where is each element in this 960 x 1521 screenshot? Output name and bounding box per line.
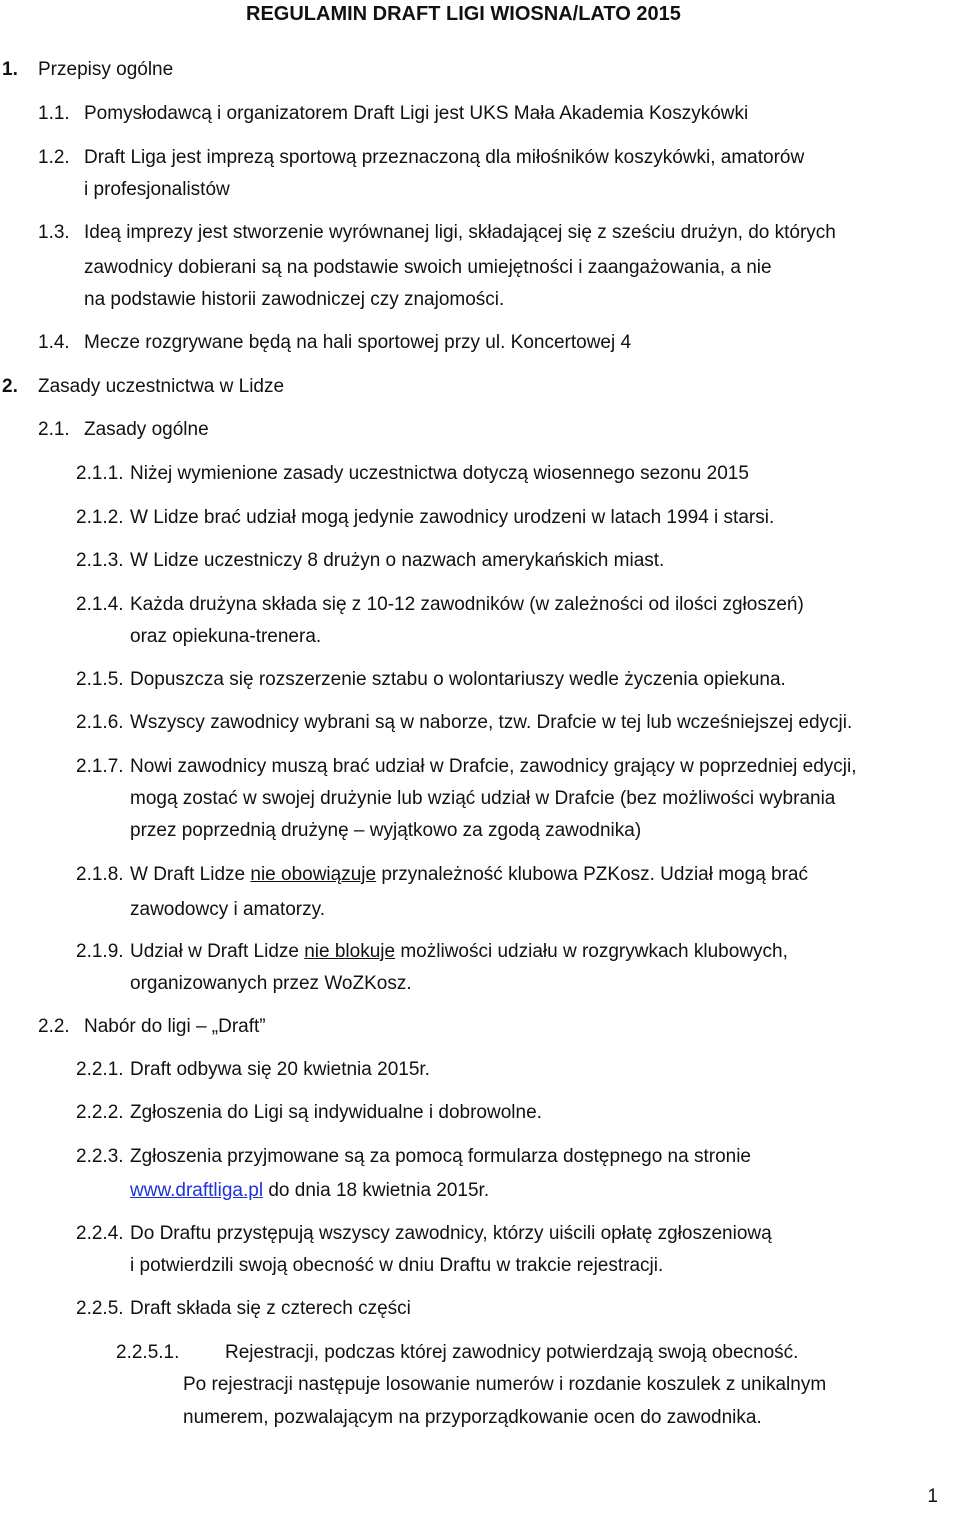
item-text-post: możliwości udziału w rozgrywkach klubowych, <box>395 941 788 962</box>
item-number: 1.3. <box>38 222 70 243</box>
item-text: Zgłoszenia przyjmowane są za pomocą formularza dostępnego na stronie <box>130 1146 751 1167</box>
item-text: i profesjonalistów <box>84 179 230 200</box>
item-text: na podstawie historii zawodniczej czy znajomości. <box>84 289 505 310</box>
item-text: przez poprzednią drużynę – wyjątkowo za zgodą zawodnika) <box>130 820 642 841</box>
item-text: Mecze rozgrywane będą na hali sportowej przy ul. Koncertowej 4 <box>84 332 632 353</box>
item-number: 2.1.5. <box>76 669 124 690</box>
item-number: 2.2.3. <box>76 1146 124 1167</box>
item-text: Draft Liga jest imprezą sportową przeznaczoną dla miłośników koszykówki, amatorów <box>84 147 805 168</box>
item-text: Draft składa się z czterech części <box>130 1298 411 1319</box>
item-text: W Lidze brać udział mogą jedynie zawodnicy urodzeni w latach 1994 i starsi. <box>130 507 775 528</box>
item-text: Zasady ogólne <box>84 419 209 440</box>
item-text: Nowi zawodnicy muszą brać udział w Drafcie, zawodnicy grający w poprzedniej edycji, <box>130 756 857 777</box>
item-text: oraz opiekuna-trenera. <box>130 626 322 647</box>
item-number: 2.1.8. <box>76 864 124 885</box>
item-text: zawodowcy i amatorzy. <box>130 899 325 920</box>
item-number: 2.2.2. <box>76 1102 124 1123</box>
underlined-text: nie blokuje <box>304 941 396 962</box>
item-text: Zgłoszenia do Ligi są indywidualne i dobrowolne. <box>130 1102 542 1123</box>
item-text <box>130 858 808 892</box>
item-number: 2.1.2. <box>76 507 124 528</box>
item-number: 2.2.1. <box>76 1059 124 1080</box>
item-text: Pomysłodawcą i organizatorem Draft Ligi jest UKS Mała Akademia Koszykówki <box>84 103 749 124</box>
item-text <box>130 935 788 969</box>
item-text: Dopuszcza się rozszerzenie sztabu o wolontariuszy wedle życzenia opiekuna. <box>130 669 786 690</box>
item-number: 2.1.1. <box>76 463 124 484</box>
item-number: 2.1.9. <box>76 941 124 962</box>
document-title: REGULAMIN DRAFT LIGI WIOSNA/LATO 2015 <box>246 3 681 25</box>
item-text-pre: Udział w Draft Lidze <box>130 941 305 962</box>
item-number: 1.1. <box>38 103 70 124</box>
item-number: 2.2.5. <box>76 1298 124 1319</box>
section-title: Zasady uczestnictwa w Lidze <box>38 376 285 397</box>
item-text-post: przynależność klubowa PZKosz. Udział mogą brać <box>376 864 808 885</box>
item-text: Niżej wymienione zasady uczestnictwa dotyczą wiosennego sezonu 2015 <box>130 463 749 484</box>
item-number: 2.1.3. <box>76 550 124 571</box>
item-text: Ideą imprezy jest stworzenie wyrównanej ligi, składającej się z sześciu drużyn, do których <box>84 222 836 243</box>
item-number: 2.1.7. <box>76 756 124 777</box>
item-text: Draft odbywa się 20 kwietnia 2015r. <box>130 1059 430 1080</box>
page-number: 1 <box>927 1486 938 1507</box>
item-number: 1.4. <box>38 332 70 353</box>
item-text: Każda drużyna składa się z 10-12 zawodników (w zależności od ilości zgłoszeń) <box>130 594 804 615</box>
item-number: 2.1.6. <box>76 712 124 733</box>
item-number: 2.2.5.1. <box>116 1342 180 1363</box>
item-text: mogą zostać w swojej drużynie lub wziąć udział w Drafcie (bez możliwości wybrania <box>130 788 836 809</box>
item-number: 1.2. <box>38 147 70 168</box>
item-text: organizowanych przez WoZKosz. <box>130 973 412 994</box>
item-number: 2.1. <box>38 419 70 440</box>
item-text: Nabór do ligi – „Draft” <box>84 1016 266 1037</box>
item-text-pre: W Draft Lidze <box>130 864 251 885</box>
item-text: W Lidze uczestniczy 8 drużyn o nazwach amerykańskich miast. <box>130 550 665 571</box>
item-text: zawodnicy dobierani są na podstawie swoich umiejętności i zaangażowania, a nie <box>84 257 772 278</box>
item-text: i potwierdzili swoją obecność w dniu Draftu w trakcie rejestracji. <box>130 1255 664 1276</box>
section-number: 1. <box>2 59 18 80</box>
section-title: Przepisy ogólne <box>38 59 174 80</box>
item-number: 2.2. <box>38 1016 70 1037</box>
item-number: 2.1.4. <box>76 594 124 615</box>
item-number: 2.2.4. <box>76 1223 124 1244</box>
item-text: Do Draftu przystępują wszyscy zawodnicy, którzy uiścili opłatę zgłoszeniową <box>130 1223 772 1244</box>
section-number: 2. <box>2 376 18 397</box>
item-text: Rejestracji, podczas której zawodnicy potwierdzają swoją obecność. <box>225 1342 799 1363</box>
item-text-post: do dnia 18 kwietnia 2015r. <box>263 1180 490 1201</box>
item-text: numerem, pozwalającym na przyporządkowanie ocen do zawodnika. <box>183 1407 762 1428</box>
item-text: Po rejestracji następuje losowanie numerów i rozdanie koszulek z unikalnym <box>183 1374 827 1395</box>
item-text: Wszyscy zawodnicy wybrani są w naborze, tzw. Drafcie w tej lub wcześniejszej edycji. <box>130 712 853 733</box>
item-text <box>130 1174 489 1208</box>
underlined-text: nie obowiązuje <box>250 864 377 885</box>
website-link[interactable]: www.draftliga.pl <box>130 1180 264 1201</box>
